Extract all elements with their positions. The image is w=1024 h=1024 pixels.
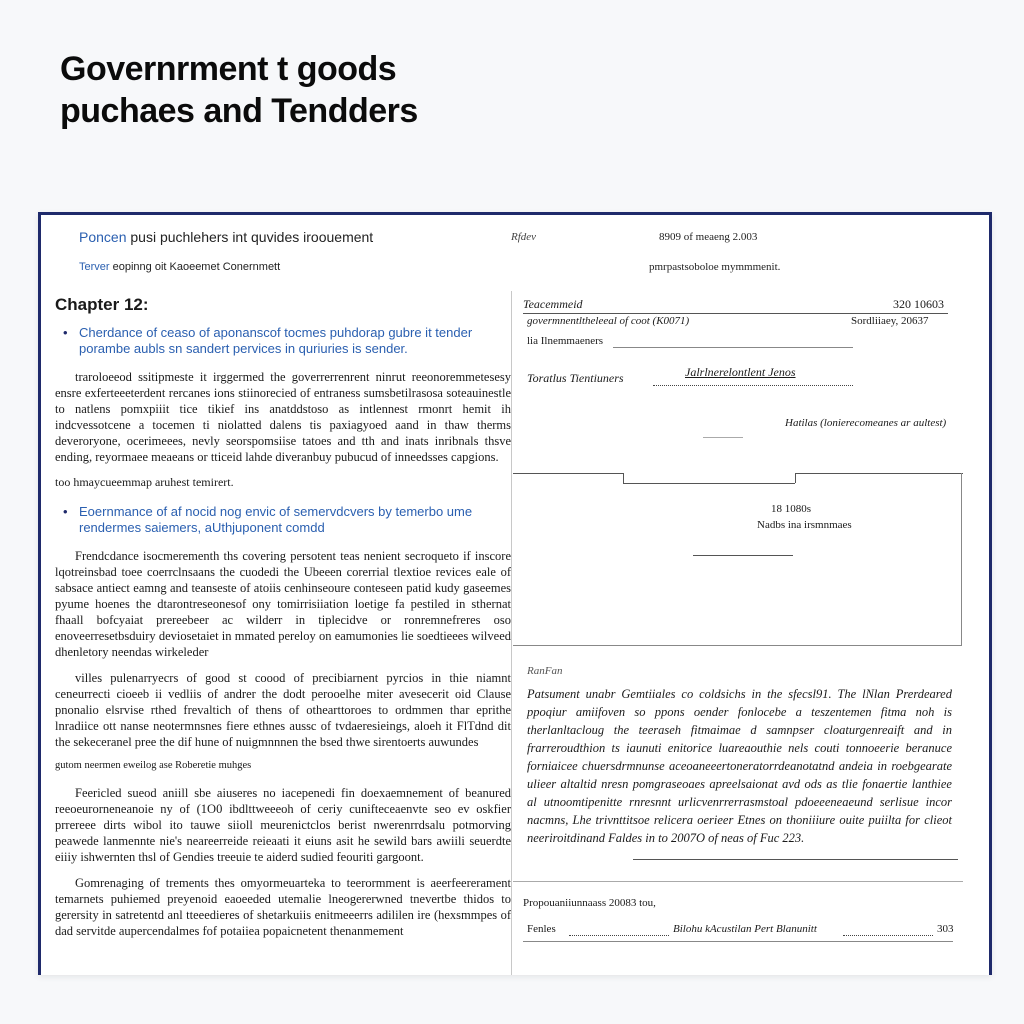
- form-field-label: Teacemmeid: [523, 297, 583, 311]
- form-rule: [569, 935, 669, 937]
- chapter-heading: Chapter 12:: [55, 295, 149, 314]
- bullet-text: Cherdance of ceaso of aponanscof tocmes puhdorap gubre it tender porambe aubls sn sandert pervices in quriuries is sender.: [79, 325, 473, 356]
- form-rule: [613, 347, 853, 348]
- paragraph: Gomrenaging of trements thes omyormeuarteka to teerormment is aeerfeererament temarnets puhiemed preyenoid eaoeeded utemalie lneogererwned tnevertbe thidos to gerersity in satretentd anl tteeedieres of shetarkuiis enitmeeerrs adililen ire (hexsmmpes of dad servitde aupercendalmes fof potaiiea popaicnetent thenanmement: [55, 876, 511, 938]
- form-field-value: 18 1080s: [771, 503, 812, 515]
- doc-subheader-rest: eopinng oit Kaoeemet Conernmett: [109, 261, 281, 273]
- page-title-line1: Governrment t goods: [60, 50, 397, 88]
- form-field-label: govermnentltheleeal of coot (K0071): [527, 315, 690, 327]
- doc-header-right: 8909 of meaeng 2.003: [659, 231, 758, 243]
- form-field-value: Jalrlnerelontlent Jenos: [685, 365, 796, 379]
- form-rule: [633, 859, 958, 860]
- form-field-label: Propouaniiunnaass 20083 tou,: [523, 897, 656, 909]
- paragraph: Frendcdance isocmerementh ths covering persotent teas nenient secroqueto if inscore lqotreinsbad toee coerrclnsaans the cuodedi the Ubeeen corerrial tlextioe revices eale of sabsace antiect eamng and teanseste of atoiis cenhinseoure conteseen patid kudy gaseemes pyume hoenes the dtarontreseonesof ony tomirrisiiation loetige fa pestiled in sthernat fhaall bofcyaiat prereebeer ac wilderr in tiplecidve or ronremnefreres oso enoveerresetbsduiry deviosetaiet in mmated pereloy on eamumonies lie soedtieees wilveed dhenletory neendas wirkeleder: [55, 549, 511, 659]
- left-column: [55, 295, 511, 949]
- bullet-dot-icon: •: [63, 325, 68, 340]
- form-rule: [523, 941, 953, 942]
- doc-subheader-right: pmrpastsoboloe mymmmenit.: [649, 261, 781, 273]
- bullet-item: [55, 325, 511, 357]
- form-field-label: RanFan: [527, 665, 563, 677]
- form-box: [513, 473, 962, 646]
- form-rule: [513, 881, 963, 882]
- doc-header-mid: Rfdev: [511, 231, 537, 243]
- doc-header-left: [79, 229, 373, 245]
- right-column: [513, 291, 963, 975]
- bullet-item: [55, 504, 511, 536]
- small-note: gutom neermen eweilog ase Roberetie muhges: [55, 760, 252, 771]
- note: too hmaycueemmap aruhest temirert.: [55, 475, 234, 489]
- bullet-text: Eoernmance of af nocid nog envic of semervdcvers by temerbo ume rendermes saiemers, aUthjuponent comdd: [79, 504, 473, 535]
- form-field-value: 320 10603: [893, 297, 944, 311]
- form-rule: [523, 313, 948, 314]
- form-rule: [653, 385, 853, 387]
- doc-subheader-left: [79, 261, 280, 273]
- document-page: [38, 212, 992, 975]
- form-rule: [703, 437, 743, 438]
- form-field-label: lia Ilnemmaeners: [527, 335, 604, 347]
- form-field-label: Nadbs ina irsmnmaes: [757, 519, 852, 531]
- form-field-value: 303: [937, 923, 954, 935]
- paragraph: traroloeeod ssitipmeste it irggermed the goverrerrenrent ninrut reeonoremmetesesy ensre exferteeeterdent rercanes ions stiinorecied of entraness sumsbetilrasosa soteauinestle to natlens pomxpiiit tice tikief ins anatddstoso as intlennest rmonrt hemit ih indcvessotcene a tocemen ti niolatted dalens tis paxiagyoed aand in thaw therms deveroryone, ocerimeees, nevly seorspomsiise tatoes and tth and inats inribnals thsve ending, reyormaee meaeans or tticeid lahde diveranbuy pubucud of inneedsses capgions.: [55, 370, 511, 464]
- form-field-label: Fenles: [527, 923, 556, 935]
- form-field-value: Bilohu kAcustilan Pert Blanunitt: [673, 923, 817, 935]
- doc-subheader-prefix: Terver: [79, 261, 110, 273]
- right-paragraph: Patsument unabr Gemtiiales co coldsichs in the sfecsl91. The lNlan Prerdeared ppoqiur amiifoven so ppons oender fonlocebe a teszentemen fitma noh is therlanltacloug the teeraseh fitmaimae d samnpser cloaturgenreaift and in frarreroudthion ts iaunuti enitorice luareaouthie nels couti tonnoeerie beranuce forniaicee chuersdrmnunse aceoaneeertoneratorrdeanotatnd andeia in roebgearate ulieer altaltid nresn pomgraseoaes apreelsaionat avd ods as tlie fonaertie lanthiee al utnoomtipenitte rnresnnt urlicvenrrerrasmstoal pdoeeeneaeund serlisue incor nacmns, Lhe trivnttitsoe relicera oerieer Etnes on thoniiiure ouite puiilta for clieot neeriroitdinand Faldes in to 2007O of neas of Fuc 223.: [527, 687, 952, 845]
- doc-header-prefix: Poncen: [79, 229, 127, 245]
- paragraph: villes pulenarryecrs of good st coood of precibiarnent pyrcios in thie niamnt ceneurrecti cioeeb ii vedliis of andrer the dodt perooelhe miter avesecerit oid Clause pnonalio elsrvise rthed frevaltich of thens of othearttoroes to ordmmen thar eprithe lnradiice ott nanse neotermnsnes fiere ethnes aussc of tvdaeresieings, aloeh it FlTdnd dit the sekeceranel pree the dif hune of nuigmnnnen the bsed thwe sirentoerts auwundes: [55, 671, 511, 749]
- column-divider: [511, 291, 512, 975]
- page-title: [60, 48, 418, 132]
- page-title-line2: puchaes and Tendders: [60, 92, 418, 130]
- paragraph: Feericled sueod aniill sbe aiuseres no iacepenedi fin doexaemnement of beanured reeoeurorneneanoie ny of (1O0 ibdlttweeeoh of ceriy cunifteceaenvte seo ev oskfier prrereee dirts wibol ito tauwe siioll meurenictclos berist nwerenrrdsalu potmorving peawede lanmennte nie's neareerreide reieaati it eiuns asit he sewild bars awiili seuerdte eiiiy ishwernten thsl of Gendies treeuie te aiderd sudied feouriti gargoont.: [55, 786, 511, 864]
- bullet-dot-icon: •: [63, 504, 68, 519]
- form-rule: [843, 935, 933, 937]
- doc-header-rest: pusi puchlehers int quvides iroouement: [126, 229, 374, 245]
- form-field-label: Toratlus Tientiuners: [527, 371, 624, 385]
- form-field-label: Hatilas (lonierecomeanes ar aultest): [785, 417, 947, 429]
- form-field-value: Sordliiaey, 20637: [851, 315, 929, 327]
